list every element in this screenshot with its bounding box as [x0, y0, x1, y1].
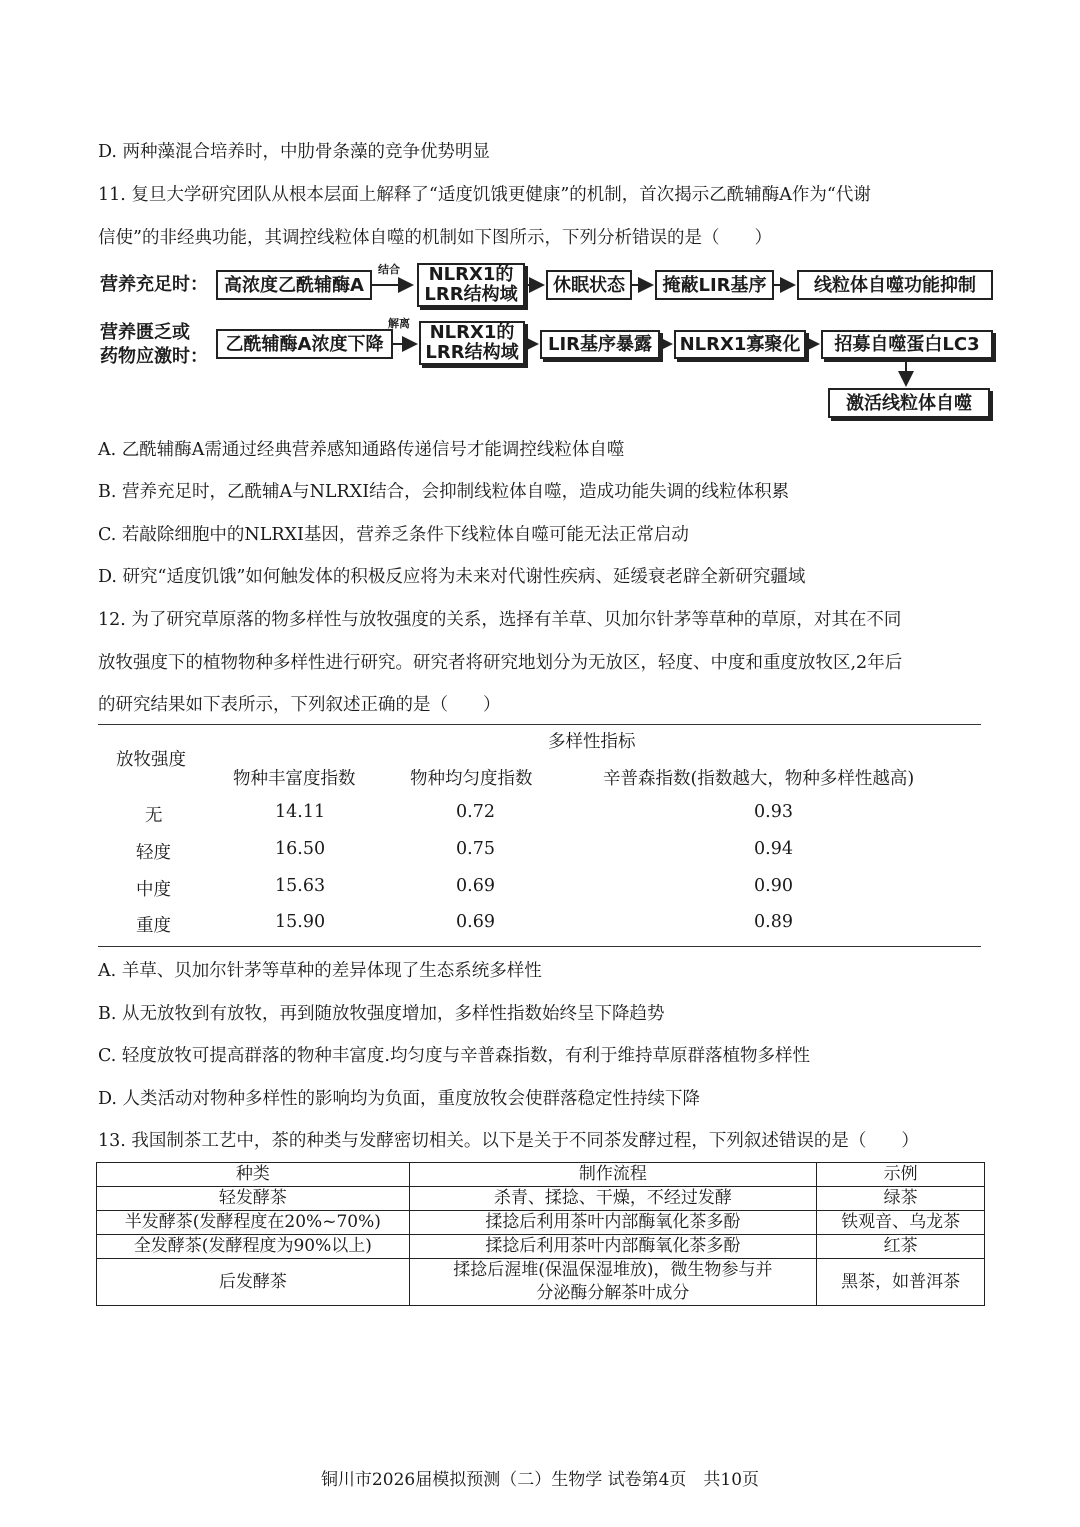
table-cell: 0.94: [754, 839, 793, 859]
table-cell: 14.11: [275, 802, 326, 822]
box-lir-exposed: LIR基序暴露: [540, 330, 660, 359]
table-cell: 黑茶，如普洱茶: [817, 1259, 985, 1306]
table-cell: 15.90: [275, 912, 326, 932]
table-cell: 中度: [136, 880, 171, 900]
q12-option-a: A. 羊草、贝加尔针茅等草种的差异体现了生态系统多样性: [98, 961, 542, 981]
box-recruit-lc3: 招募自噬蛋白LC3: [821, 330, 993, 359]
box-mask-lir: 掩蔽LIR基序: [655, 270, 774, 300]
q12-stem-line2: 放牧强度下的植物物种多样性进行研究。研究者将研究地划分为无放区，轻度、中度和重度放牧区,2年后: [98, 653, 903, 673]
table-cell: 轻度: [136, 843, 171, 863]
q12-option-c: C. 轻度放牧可提高群落的物种丰富度.均匀度与辛普森指数，有利于维持草原群落植物多样性: [98, 1046, 810, 1066]
q10-option-d: D. 两种藻混合培养时，中肋骨条藻的竞争优势明显: [98, 142, 491, 162]
table-cell: 无: [145, 806, 163, 826]
table-cell: 后发酵茶: [97, 1259, 410, 1306]
process-line1: 揉捻后渥堆(保温保湿堆放)，微生物参与并: [453, 1260, 773, 1280]
q13-stem: 13. 我国制茶工艺中，茶的种类与发酵密切相关。以下是关于不同茶发酵过程，下列叙述错误的是（ ）: [98, 1131, 919, 1151]
table-cell: 揉捻后利用茶叶内部酶氧化茶多酚: [409, 1211, 816, 1235]
table-row: [97, 1259, 985, 1306]
table-row: [97, 1211, 985, 1235]
q12-option-d: D. 人类活动对物种多样性的影响均为负面，重度放牧会使群落稳定性持续下降: [98, 1089, 701, 1109]
q11-option-a: A. 乙酰辅酶A需通过经典营养感知通路传递信号才能调控线粒体自噬: [98, 440, 625, 460]
header-richness: 物种丰富度指数: [233, 769, 356, 789]
table-cell: 0.69: [456, 912, 495, 932]
table-cell: 16.50: [275, 839, 326, 859]
table-cell: 15.63: [275, 876, 326, 896]
q12-stem-line1: 12. 为了研究草原落的物多样性与放牧强度的关系，选择有羊草、贝加尔针茅等草种的草原，对其在不同: [98, 610, 902, 630]
table-cell: 全发酵茶(发酵程度为90%以上): [97, 1235, 410, 1259]
box-nlrx1-line2: LRR结构域: [425, 342, 519, 363]
header-example: 示例: [817, 1163, 985, 1187]
table-cell: 绿茶: [817, 1187, 985, 1211]
box-mitophagy-inhibited: 线粒体自噬功能抑制: [797, 270, 993, 300]
box-nlrx1-line1: NLRX1的: [428, 264, 514, 285]
table-cell: 杀青、揉捻、干燥，不经过发酵: [409, 1187, 816, 1211]
header-evenness: 物种均匀度指数: [410, 769, 533, 789]
box-nlrx1-line1: NLRX1的: [429, 322, 515, 343]
table-row: [97, 1235, 985, 1259]
header-process: 制作流程: [409, 1163, 816, 1187]
q11-option-d: D. 研究“适度饥饿”如何触发体的积极反应将为未来对代谢性疾病、延缓衰老辟全新研究疆域: [98, 567, 806, 587]
table-cell-process: [409, 1259, 816, 1306]
row2-label-line1: 营养匮乏或: [100, 322, 190, 343]
arrow-label-dissociate: 解离: [388, 317, 410, 330]
table-row: [97, 1187, 985, 1211]
q11-option-b: B. 营养充足时，乙酰辅A与NLRXI结合，会抑制线粒体自噬，造成功能失调的线粒体积累: [98, 482, 790, 502]
q11-stem-line2: 信使”的非经典功能，其调控线粒体自噬的机制如下图所示，下列分析错误的是（ ）: [98, 228, 772, 248]
row2-label-line2: 药物应激时：: [100, 346, 208, 367]
box-high-acetyl-coa: 高浓度乙酰辅酶A: [216, 270, 372, 300]
box-acetyl-coa-decrease: 乙酰辅酶A浓度下降: [216, 329, 393, 359]
table-cell: 重度: [136, 916, 171, 936]
table-cell: 0.90: [754, 876, 793, 896]
box-nlrx1-lrr-2: [419, 321, 525, 365]
arrow-label-bind: 结合: [378, 263, 400, 276]
table-top-rule: [98, 724, 981, 725]
header-grazing: 放牧强度: [116, 750, 186, 770]
table-cell: 0.72: [456, 802, 495, 822]
header-kind: 种类: [97, 1163, 410, 1187]
table-cell: 0.93: [754, 802, 793, 822]
q11-stem-line1: 11. 复旦大学研究团队从根本层面上解释了“适度饥饿更健康”的机制，首次揭示乙酰辅酶A作为“代谢: [98, 185, 871, 205]
table-cell: 揉捻后利用茶叶内部酶氧化茶多酚: [409, 1235, 816, 1259]
table-cell: 红茶: [817, 1235, 985, 1259]
table-cell: 轻发酵茶: [97, 1187, 410, 1211]
process-line2: 分泌酶分解茶叶成分: [536, 1283, 690, 1303]
header-group: 多样性指标: [548, 732, 636, 752]
q12-stem-line3: 的研究结果如下表所示，下列叙述正确的是（ ）: [98, 695, 501, 715]
box-dormant: 休眠状态: [546, 270, 632, 300]
box-nlrx1-lrr-1: [417, 263, 525, 307]
flowchart-arrows: [0, 0, 1080, 440]
table-header-row: [97, 1163, 985, 1187]
q11-option-c: C. 若敲除细胞中的NLRXI基因，营养乏条件下线粒体自噬可能无法正常启动: [98, 525, 689, 545]
q13-table: [96, 1162, 985, 1306]
table-bottom-rule: [98, 946, 981, 947]
page-footer: 铜川市2026届模拟预测（二）生物学 试卷第4页 共10页: [320, 1470, 760, 1490]
row1-label: 营养充足时：: [100, 274, 208, 295]
table-cell: 0.69: [456, 876, 495, 896]
table-cell: 铁观音、乌龙茶: [817, 1211, 985, 1235]
table-cell: 0.75: [456, 839, 495, 859]
box-activate-mitophagy: 激活线粒体自噬: [828, 388, 990, 418]
header-simpson: 辛普森指数(指数越大，物种多样性越高): [603, 769, 915, 789]
box-nlrx1-line2: LRR结构域: [424, 284, 518, 305]
table-cell: 半发酵茶(发酵程度在20%~70%): [97, 1211, 410, 1235]
table-cell: 0.89: [754, 912, 793, 932]
box-nlrx1-oligomerize: NLRX1寡聚化: [674, 330, 806, 359]
q12-option-b: B. 从无放牧到有放牧，再到随放牧强度增加，多样性指数始终呈下降趋势: [98, 1004, 665, 1024]
